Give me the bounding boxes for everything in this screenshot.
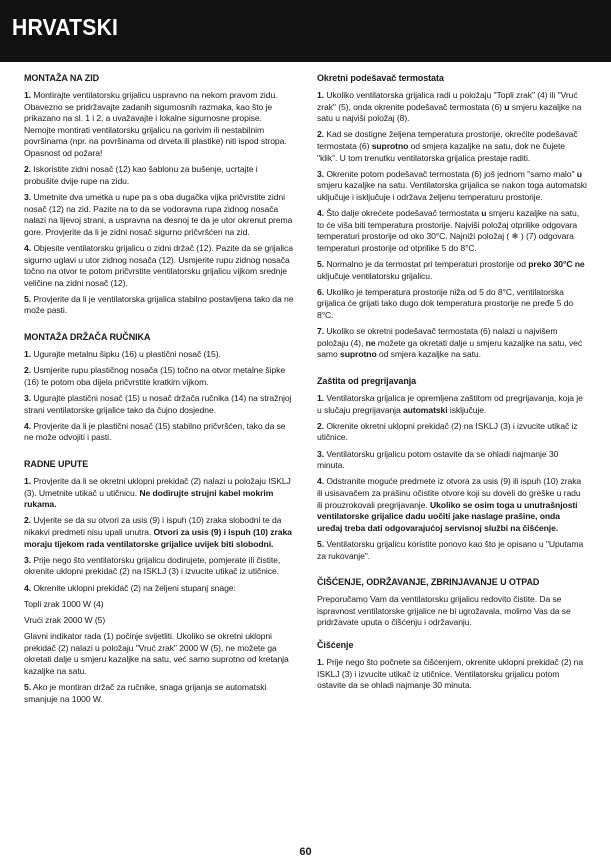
paragraph: 1. Ugurajte metalnu šipku (16) u plastični nosač (15). <box>24 349 221 360</box>
paragraph: 1. Ventilatorska grijalica je opremljena zaštitom od pregrijavanja, koja je u slučaju pregrijavanja automatski isključuje. <box>317 393 583 415</box>
paragraph: 4. Odstranite moguće predmete iz otvora za usis (9) ili ispuh (10) zraka ili usisavačem za prašinu očistite otvore koji su doveli do greške u radu ili prouzrokovali pregrijavanje. Ukoliko se osim toga u unutrašnjosti ventilatorske grijalice dadu uočiti jake naslage prašine, onda uređaj treba dati odgovarajućoj servisnoj službi na čišćenje. <box>317 476 582 533</box>
right-column <box>317 72 587 696</box>
paragraph: Vrući zrak 2000 W (5) <box>24 614 106 625</box>
section-title-towel-holder: MONTAŽA DRŽAČA RUČNIKA <box>24 332 151 343</box>
paragraph: 4. Okrenite uklopni prekidač (2) na željeni stupanj snage: <box>24 582 236 593</box>
section-title-cleaning: Čišćenje <box>317 639 354 650</box>
paragraph: 2. Kad se dostigne željena temperatura prostorije, okrećite podešavač termostata (6) suprotno od smjera kazaljke na satu, dok ne čujete "klik". U tom trenutku ventilatorska grijalica prestaje raditi. <box>317 129 578 163</box>
paragraph: 5. Provjerite da li je ventilatorska grijalica stabilno postavljena tako da ne može pasti. <box>24 293 294 316</box>
paragraph: 4. Objesite ventilatorsku grijalicu o zidni držač (12). Pazite da se grijalica sigurno uglavi u utor zidnog nosača (12). Usmjerite rupu zidnog nosača točno na otvor te potom pričvrstite ventilatorsku grijalicu vijkom srednje veličine na zidni nosač (12). <box>24 242 293 288</box>
paragraph: Topli zrak 1000 W (4) <box>24 598 104 609</box>
snowflake-icon: ❄ <box>511 231 519 242</box>
paragraph: 3. Ventilatorsku grijalicu potom ostavite da se ohladi najmanje 30 minuta. <box>317 448 559 471</box>
section-title-cleaning-maintenance: ČIŠĆENJE, ODRŽAVANJE, ZBRINJAVANJE U OTPAD <box>317 577 540 588</box>
paragraph: 1. Montirajte ventilatorsku grijalicu uspravno na nekom pravom zidu. Obavezno se pridržavajte zadanih sigurnosnih razmaka, kao što je prikazano na sl. 1 i 2, a uvažavajte i lokalne sigurnosne propise. Nemojte montirati ventilatorsku grijalicu na gorivim ili nestabilnim površinama (npr. na površinama od drveta ili plastike) niti ispod stropa. Opasnost od požara! <box>24 90 287 158</box>
paragraph: 5. Ako je montiran držač za ručnike, snaga grijanja se automatski smanjuje na 1000 W. <box>24 682 267 704</box>
paragraph: Preporučamo Vam da ventilatorsku grijalicu redovito čistite. Da se ispravnost ventilatorske grijalice ne bi ugrožavala, molimo Vas da se pridržavate uputa o čišćenju i održavanju. <box>317 594 571 628</box>
paragraph: 2. Usmjerite rupu plastičnog nosača (15) točno na otvor metalne šipke (16) te potom oba dijela pričvrstite kratkim vijkom. <box>24 365 286 387</box>
section-title-thermostat: Okretni podešavač termostata <box>317 73 444 83</box>
paragraph: 4. Provjerite da li je plastični nosač (15) stabilno pričvršćen, tako da se ne može odvojiti i pasti. <box>24 420 286 443</box>
paragraph: 1. Prije nego što počnete sa čišćenjem, okrenite uklopni prekidač (2) na ISKLJ (3) i izvucite utikač iz utičnice. Ventilatorsku grijalicu potom ostavite da se ohladi najmanje 30 minuta. <box>317 656 584 691</box>
paragraph: 3. Ugurajte plastični nosač (15) u nosač držača ručnika (14) na stražnjoj strani ventilatorske grijalice tako da čujno dosjedne. <box>24 393 292 415</box>
paragraph: 3. Umetnite dva umetka u rupe pa s oba dugačka vijka pričvrstite zidni nosač (12) na zid. Pazite na to da se vodoravna rupa zidnog nosača nalazi na lijevoj strani, a uspravna na desnoj te da je utor okrenut prema gore. Provjerite da li je zidni nosač sigurno pričvršćen na zid. <box>24 191 293 237</box>
section-title-wall-mounting: MONTAŽA NA ZID <box>24 73 100 83</box>
page-number: 60 <box>299 846 312 858</box>
page-title: HRVATSKI <box>12 14 119 40</box>
paragraph: 2. Uvjerite se da su otvori za usis (9) i ispuh (10) zraka slobodni te da nikakvi predmeti nisu upali unutra. Otvori za usis (9) i ispuh (10) zraka moraju tijekom rada ventilatorske grijalice uvijek biti slobodni. <box>24 515 292 549</box>
section-title-operating: RADNE UPUTE <box>24 459 89 469</box>
paragraph: 5. Normalno je da termostat pri temperaturi prostorije od preko 30°C ne uključuje ventilatorsku grijalicu. <box>317 259 585 281</box>
paragraph: 2. Iskoristite zidni nosač (12) kao šablonu za bušenje, ucrtajte i probušite dvije rupe na zidu. <box>24 164 258 186</box>
paragraph: 6. Ukoliko je temperatura prostorije niža od 5 do 8°C, ventilatorska grijalica će grijati tako dugo dok temperatura prostorije ne pređe 5 do 8°C. <box>317 286 574 321</box>
paragraph: 5. Ventilatorsku grijalicu koristite ponovo kao što je opisano u "Uputama za rukovanje". <box>317 538 584 561</box>
paragraph: 3. Prije nego što ventilatorsku grijalicu dodirujete, pomjerate ili čistite, okrenite uklopni prekidač (2) na ISKLJ (3) i izvucite utikač iz utičnice. <box>24 554 281 577</box>
paragraph: 4. Što dalje okrećete podešavač termostata u smjeru kazaljke na satu, to će viša biti temperatura prostorije. Najviši položaj otprilike odgovara temperaturi prostorije od oko 30°C. Najniži položaj ( ❄ ) (7) odgovara temperaturi prostorije od otprilike 5 do 8°C. <box>317 208 579 253</box>
language-header <box>0 0 611 62</box>
section-title-overheating: Zaštita od pregrijavanja <box>317 376 417 387</box>
paragraph: 7. Ukoliko se okretni podešavač termostata (6) nalazi u najvišem položaju (4), ne možete ga okretati dalje u smjeru kazaljke na satu, već samo suprotno od smjera kazaljke na satu. <box>317 326 583 360</box>
paragraph: 3. Okrenite potom podešavač termostata (6) još jednom "samo malo" u smjeru kazaljke na satu. Ventilatorska grijalica se nakon toga automatski uključuje i isključuje i održava željenu temperaturu prostorije. <box>317 168 587 202</box>
paragraph: Glavni indikator rada (1) počinje svijetliti. Ukoliko se okretni uklopni prekidač (2) nalazi u položaju "Vruć zrak" 2000 W (5), ne možete ga okretati dalje u smjeru kazaljke na satu, već samo suprotno od kretanja kazaljke na satu. <box>24 631 289 676</box>
paragraph: 1. Ukoliko ventilatorska grijalica radi u položaju "Topli zrak" (4) ili "Vruć zrak" (5), onda okrenite podešavač termostata (6) u smjeru kazaljke na satu u najviši položaj (8). <box>317 90 582 124</box>
left-column <box>24 72 294 710</box>
paragraph: 1. Provjerite da li se okretni uklopni prekidač (2) nalazi u položaju ISKLJ (3). Umetnite utikač u utičnicu. Ne dodirujte strujni kabel mokrim rukama. <box>24 476 291 510</box>
paragraph: 2. Okrenite okretni uklopni prekidač (2) na ISKLJ (3) i izvucite utikač iz utičnice. <box>317 420 578 443</box>
